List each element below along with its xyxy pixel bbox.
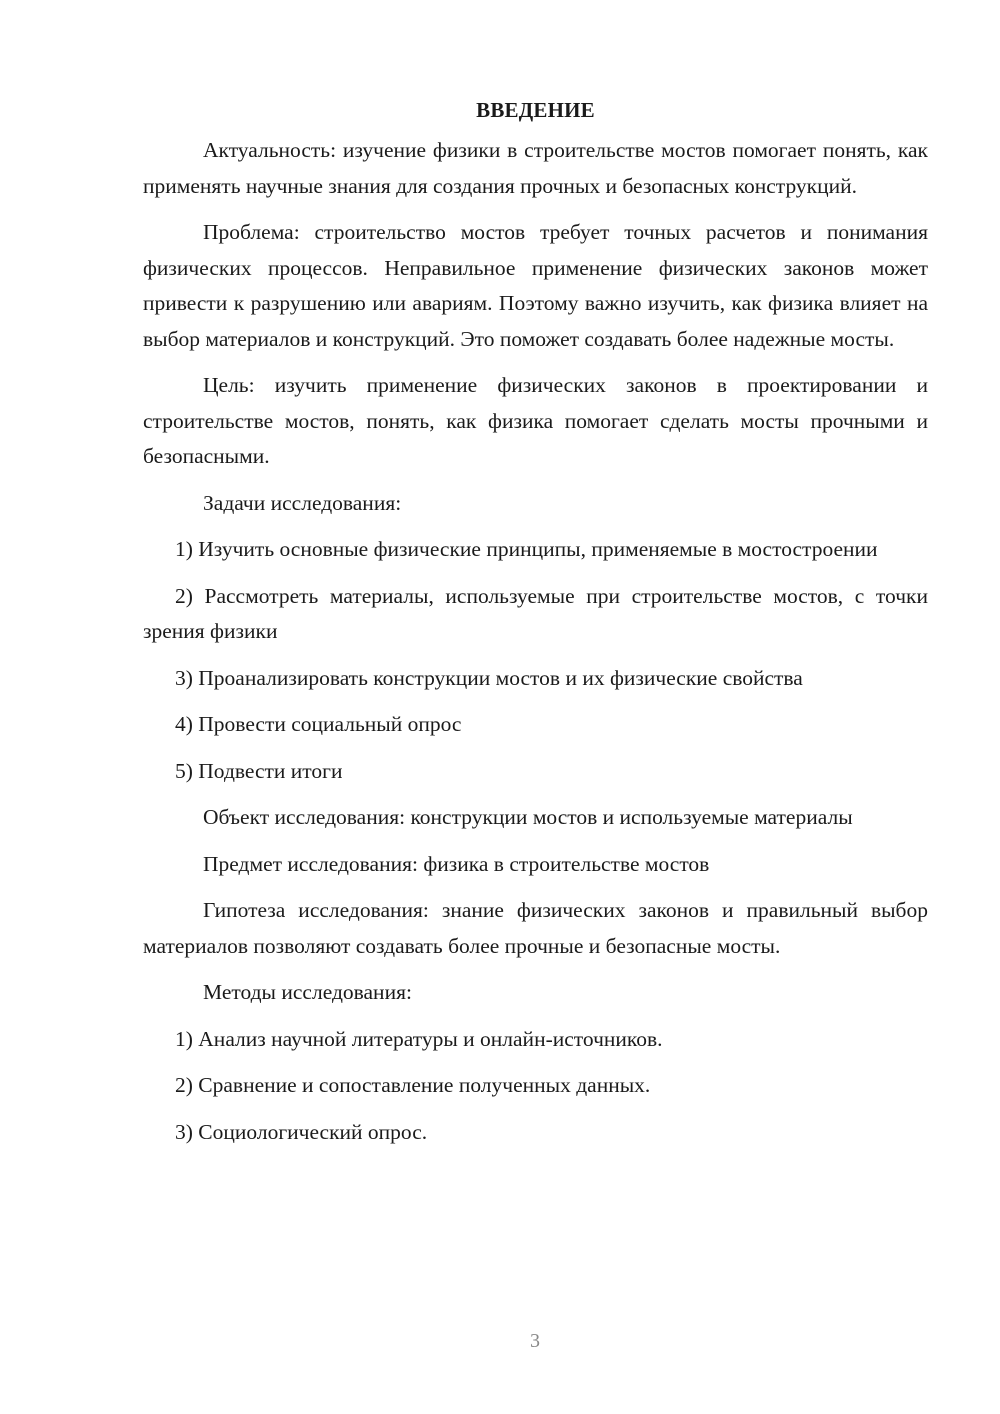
document-page bbox=[143, 93, 928, 1161]
section-title: ВВЕДЕНИЕ bbox=[476, 98, 595, 122]
task-item-3: 3) Проанализировать конструкции мостов и их физические свойства bbox=[175, 665, 803, 690]
task-item-4: 4) Провести социальный опрос bbox=[175, 712, 462, 736]
task-item-5: 5) Подвести итоги bbox=[175, 758, 343, 783]
task-item-2: 2) Рассмотреть материалы, используемые при строительстве мостов, с точки зрения физики bbox=[143, 583, 928, 643]
method-item-1: 1) Анализ научной литературы и онлайн-источников. bbox=[175, 1026, 663, 1051]
paragraph-object: Объект исследования: конструкции мостов и используемые материалы bbox=[203, 805, 853, 829]
paragraph-problem: Проблема: строительство мостов требует точных расчетов и понимания физических процессов. Неправильное применение физических законов может привести к разрушению или авариям. Поэтому важно изучить, как физика влияет на выбор материалов и конструкций. Это поможет создавать более надежные мосты. bbox=[143, 220, 928, 351]
page-number: 3 bbox=[530, 1330, 540, 1352]
paragraph-relevance: Актуальность: изучение физики в строительстве мостов помогает понять, как применять научные знания для создания прочных и безопасных конструкций. bbox=[143, 138, 928, 198]
method-item-3: 3) Социологический опрос. bbox=[175, 1119, 428, 1144]
method-item-2: 2) Сравнение и сопоставление полученных данных. bbox=[175, 1073, 651, 1097]
paragraph-tasks-heading: Задачи исследования: bbox=[203, 490, 402, 515]
paragraph-goal: Цель: изучить применение физических законов в проектировании и строительстве мостов, понять, как физика помогает сделать мосты прочными и безопасными. bbox=[143, 373, 928, 468]
paragraph-methods-heading: Методы исследования: bbox=[203, 980, 412, 1004]
paragraph-hypothesis: Гипотеза исследования: знание физических законов и правильный выбор материалов позволяют создавать более прочные и безопасные мосты. bbox=[143, 898, 928, 958]
paragraph-subject: Предмет исследования: физика в строительстве мостов bbox=[203, 851, 710, 876]
task-item-1: 1) Изучить основные физические принципы, применяемые в мостостроении bbox=[175, 537, 878, 561]
